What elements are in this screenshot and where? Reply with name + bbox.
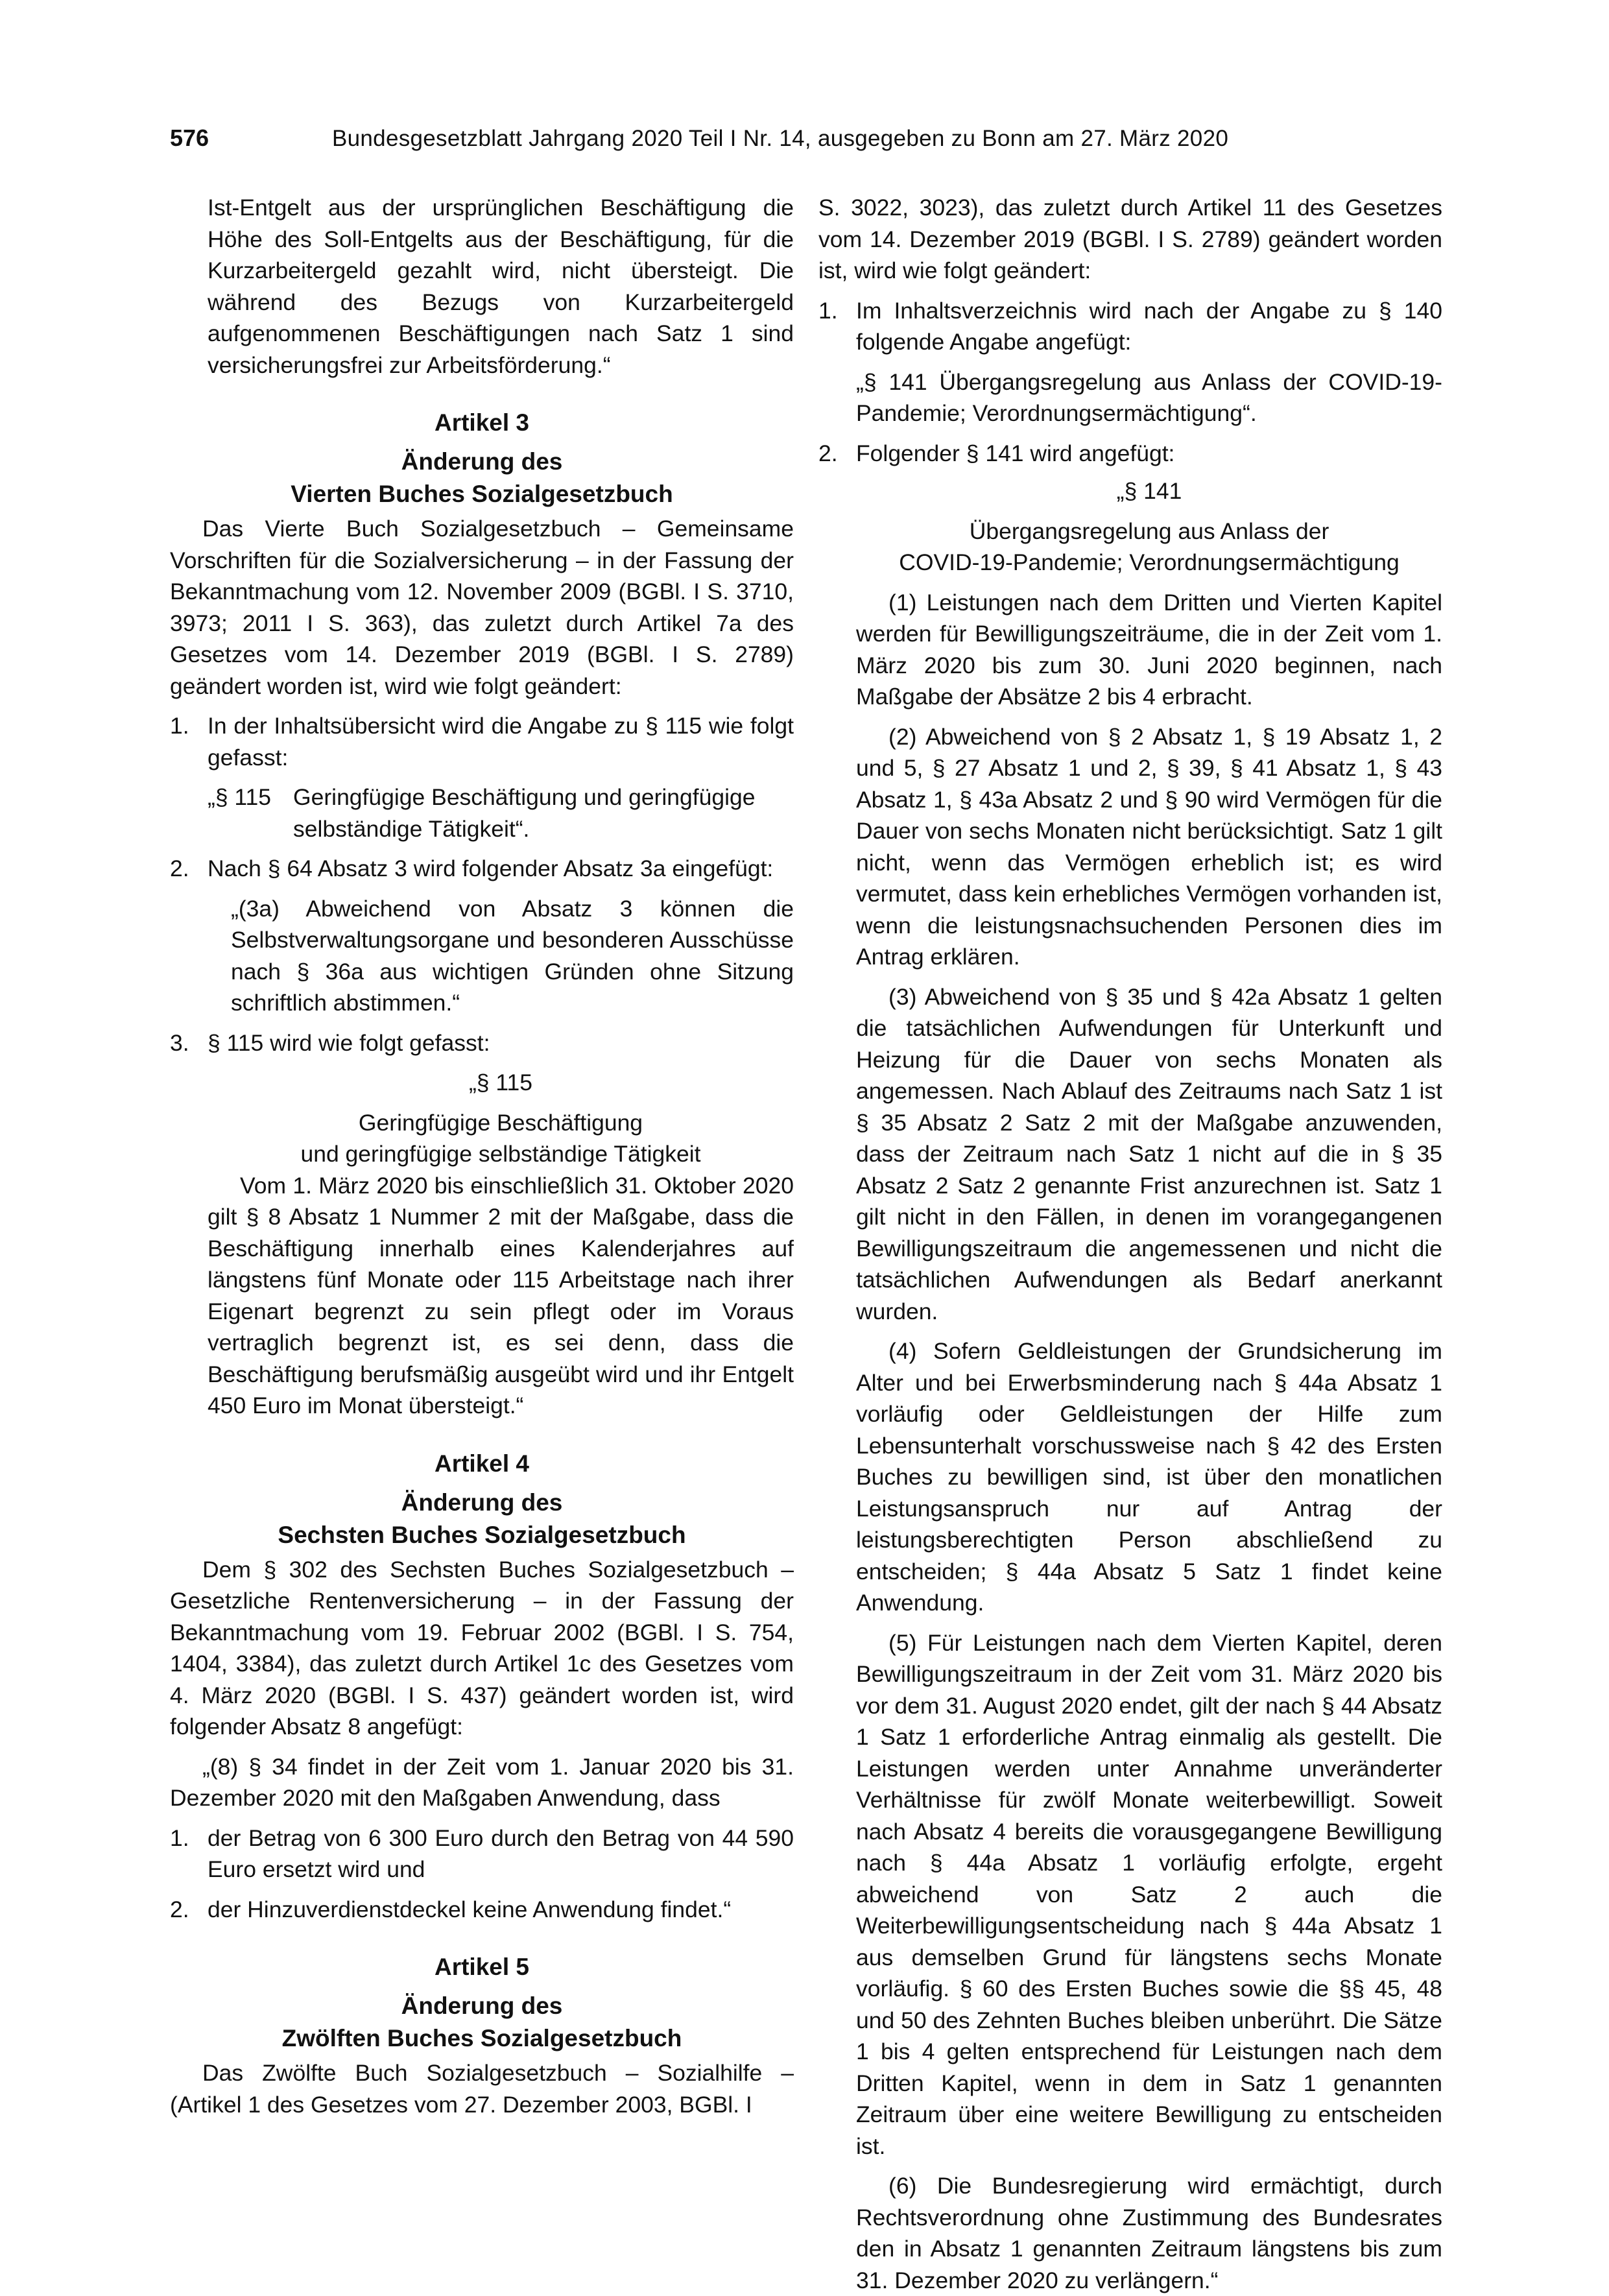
intro-paragraph: Ist-Entgelt aus der ursprünglichen Beschäftigung die Höhe des Soll-Entgelts aus der Beschäftigung, für die Kurzarbeitergeld gezahlt wird, nicht übersteigt. Die während des Bezugs von Kurzarbeitergeld aufgenommenen Beschäftigungen nach Satz 1 sind versicherungsfrei zur Arbeitsförderung.“	[208, 195, 794, 378]
list-number: 1.	[170, 1824, 189, 1851]
list-number: 1.	[170, 713, 189, 739]
list-item	[170, 710, 794, 773]
article-5-subtitle-2: Zwölften Buches Sozialgesetzbuch	[281, 2025, 682, 2051]
subsection-6: (6) Die Bundesregierung wird ermächtigt, durch Rechtsverordnung ohne Zustimmung des Bundesrates den in Absatz 1 genannten Zeitraum längstens bis zum 31. Dezember 2020 zu verlängern.“	[856, 2173, 1442, 2293]
list-text: § 115 wird wie folgt gefasst:	[208, 1029, 490, 1056]
subsection-5: (5) Für Leistungen nach dem Vierten Kapitel, deren Bewilligungszeitraum in der Zeit vom 31. März 2020 bis vor dem 31. August 2020 endet, gilt der nach § 44 Absatz 1 Satz 1 erforderliche Antrag einmalig als gestellt. Die Leistungen werden unter Annahme unveränderter Verhältnisse für zwölf Monate weiterbewilligt. Soweit nach Absatz 4 bereits die vorausgegangene Bewilligung nach § 44a Absatz 1 vorläufig erfolgte, ergeht abweichend von Satz 2 auch die Weiterbewilligungsentscheidung nach § 44a Absatz 1 aus demselben Grund für längstens sechs Monate vorläufig. § 60 des Ersten Buches sowie die §§ 45, 48 und 50 des Zehnten Buches bleiben unberührt. Die Sätze 1 bis 4 gelten entsprechend für Leistungen nach dem Dritten Kapitel, wenn in dem in Satz 1 genannten Zeitraum über eine weitere Bewilligung zu entscheiden ist.	[856, 1629, 1442, 2159]
section-number: „§ 141	[1116, 478, 1182, 504]
article-5-body: Das Zwölfte Buch Sozialgesetzbuch – Sozialhilfe – (Artikel 1 des Gesetzes vom 27. Dezember 2003, BGBl. I	[170, 2060, 794, 2118]
inserted-section	[818, 475, 1442, 2296]
subsection-3: (3) Abweichend von § 35 und § 42a Absatz 1 gelten die tatsächlichen Aufwendungen für Unterkunft und Heizung für die Dauer von sechs Monaten als angemessen. Nach Ablauf des Zeitraums nach Satz 1 ist § 35 Absatz 2 Satz 2 mit der Maßgabe anzuwenden, dass der Zeitraum nach Satz 1 nicht auf die in § 35 Absatz 2 Satz 2 genannte Frist anzurechnen ist. Satz 1 gilt nicht in den Fällen, in denen im vorangegangenen Bewilligungszeitraum die angemessenen und nicht die tatsächlichen Aufwendungen als Bedarf anerkannt wurden.	[856, 983, 1442, 1324]
list-number: 2.	[170, 1896, 189, 1922]
article-4-subtitle-1: Änderung des	[401, 1489, 563, 1516]
subsection-4: (4) Sofern Geldleistungen der Grundsicherung im Alter und bei Erwerbsminderung nach § 44a Absatz 1 vorläufig oder Geldleistungen der Hilfe zum Lebensunterhalt vorschussweise nach § 42 des Ersten Buches zu bewilligen sind, ist über den monatlichen Leistungsanspruch nur auf Antrag der leistungsberechtigten Person abschließend zu entscheiden; § 44a Absatz 5 Satz 1 findet keine Anwendung.	[856, 1338, 1442, 1616]
quoted-paragraph: „(3a) Abweichend von Absatz 3 können die Selbstverwaltungsorgane und besonderen Ausschüsse nach § 36a aus wichtigen Gründen ohne Sitzung schriftlich abstimmen.“	[231, 895, 794, 1016]
list-number: 2.	[170, 855, 189, 881]
section-title-line-2: COVID-19-Pandemie; Verordnungsermächtigung	[899, 549, 1400, 575]
subsection-2: (2) Abweichend von § 2 Absatz 1, § 19 Absatz 1, 2 und 5, § 27 Absatz 1 und 2, § 39, § 41 Absatz 1, § 43 Absatz 1, § 43a Absatz 2 und § 90 wird Vermögen für die Dauer von sechs Monaten nicht berücksichtigt. Satz 1 gilt nicht, wenn das Vermögen erheblich ist; es wird vermutet, dass kein erhebliches Vermögen vorhanden ist, wenn die leistungsnachsuchenden Personen dies im Antrag erklären.	[856, 723, 1442, 970]
list-item	[170, 1823, 794, 1885]
left-column	[170, 192, 794, 2120]
list-item	[818, 295, 1442, 358]
list-text: der Hinzuverdienstdeckel keine Anwendung findet.“	[208, 1896, 732, 1922]
section-number: „§ 115	[468, 1070, 533, 1095]
article-4-subtitle-2: Sechsten Buches Sozialgesetzbuch	[278, 1521, 686, 1548]
right-column	[818, 192, 1442, 2296]
page-number: 576	[170, 125, 209, 151]
article-4-quote: „(8) § 34 findet in der Zeit vom 1. Januar 2020 bis 31. Dezember 2020 mit den Maßgaben Anwendung, dass	[170, 1753, 794, 1811]
list-text: Nach § 64 Absatz 3 wird folgender Absatz 3a eingefügt:	[208, 855, 774, 881]
subsection-1: (1) Leistungen nach dem Dritten und Vierten Kapitel werden für Bewilligungszeiträume, die in der Zeit vom 1. März 2020 bis zum 30. Juni 2020 beginnen, nach Maßgabe der Absätze 2 bis 4 erbracht.	[856, 589, 1442, 710]
list-text: Folgender § 141 wird angefügt:	[856, 440, 1175, 466]
article-3-subtitle-2: Vierten Buches Sozialgesetzbuch	[291, 481, 673, 507]
continued-paragraph: S. 3022, 3023), das zuletzt durch Artikel 11 des Gesetzes vom 14. Dezember 2019 (BGBl. I S. 2789) geändert worden ist, wird wie folgt geändert:	[818, 195, 1442, 283]
quoted-entry-number: „§ 115	[208, 784, 272, 810]
quoted-entry-text: Geringfügige Beschäftigung und geringfügige selbständige Tätigkeit“.	[293, 784, 756, 842]
section-body: Vom 1. März 2020 bis einschließlich 31. Oktober 2020 gilt § 8 Absatz 1 Nummer 2 mit der Maßgabe, dass die Beschäftigung innerhalb eines Kalenderjahres auf längstens fünf Monate oder 115 Arbeitstage nach ihrer Eigenart begrenzt zu sein pflegt oder im Voraus vertraglich begrenzt ist, es sei denn, dass die Beschäftigung berufsmäßig ausgeübt wird und ihr Entgelt 450 Euro im Monat übersteigt.“	[208, 1172, 794, 1418]
article-4-body: Dem § 302 des Sechsten Buches Sozialgesetzbuch – Gesetzliche Rentenversicherung – in der Fassung der Bekanntmachung vom 19. Februar 2002 (BGBl. I S. 754, 1404, 3384), das zuletzt durch Artikel 1c des Gesetzes vom 4. März 2020 (BGBl. I S. 437) geändert worden ist, wird folgender Absatz 8 angefügt:	[170, 1556, 794, 1740]
inserted-section	[170, 1067, 794, 1422]
article-3-heading: Artikel 3	[434, 409, 529, 436]
article-5-heading: Artikel 5	[434, 1954, 529, 1980]
page-header	[170, 125, 1272, 163]
gazette-title: Bundesgesetzblatt Jahrgang 2020 Teil I Nr. 14, ausgegeben zu Bonn am 27. März 2020	[332, 126, 1229, 151]
quoted-entry: „§ 141 Übergangsregelung aus Anlass der COVID-19-Pandemie; Verordnungsermächtigung“.	[856, 368, 1442, 426]
article-3-subtitle-1: Änderung des	[401, 448, 563, 475]
list-number: 2.	[818, 440, 838, 466]
list-item	[170, 853, 794, 885]
list-item	[170, 1027, 794, 1059]
article-4-heading: Artikel 4	[434, 1450, 529, 1477]
section-title-line-1: Übergangsregelung aus Anlass der	[969, 518, 1329, 544]
list-text: In der Inhaltsübersicht wird die Angabe zu § 115 wie folgt gefasst:	[208, 713, 794, 771]
list-text: Im Inhaltsverzeichnis wird nach der Angabe zu § 140 folgende Angabe angefügt:	[856, 297, 1442, 355]
list-item	[170, 1894, 794, 1926]
article-3-body: Das Vierte Buch Sozialgesetzbuch – Gemeinsame Vorschriften für die Sozialversicherung – in der Fassung der Bekanntmachung vom 12. November 2009 (BGBl. I S. 3710, 3973; 2011 I S. 363), das zuletzt durch Artikel 7a des Gesetzes vom 14. Dezember 2019 (BGBl. I S. 2789) geändert worden ist, wird wie folgt geändert:	[170, 516, 794, 699]
article-5-subtitle-1: Änderung des	[401, 1992, 563, 2019]
section-title-line-2: und geringfügige selbständige Tätigkeit	[300, 1141, 701, 1167]
list-number: 3.	[170, 1029, 189, 1056]
quoted-entry	[170, 782, 794, 844]
list-item	[818, 438, 1442, 470]
list-text: der Betrag von 6 300 Euro durch den Betrag von 44 590 Euro ersetzt wird und	[208, 1824, 794, 1882]
section-title-line-1: Geringfügige Beschäftigung	[358, 1109, 643, 1136]
list-number: 1.	[818, 297, 838, 324]
